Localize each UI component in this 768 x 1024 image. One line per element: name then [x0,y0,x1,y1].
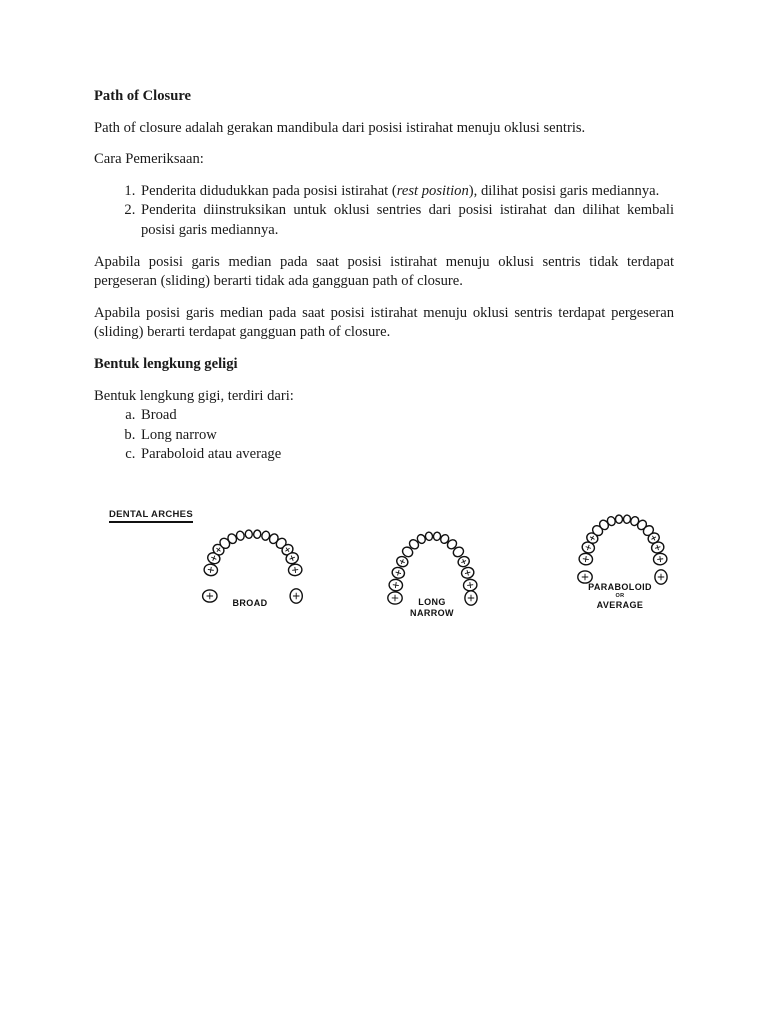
tooth [463,579,478,592]
figure-title: DENTAL ARCHES [109,509,193,523]
definition-paragraph: Path of closure adalah gerakan mandibula dari posisi istirahat menuju oklusi sentris. [94,119,586,136]
tooth [288,563,303,576]
paragraph-no-shift: Apabila posisi garis median pada saat posisi istirahat menuju oklusi sentris tidak terdapat pergeseran (sliding) berarti tidak ada gangguan path of closure. [94,253,674,290]
tooth [245,530,253,539]
tooth [653,553,668,566]
document-page [94,87,674,465]
exam-step-2: 2. Penderita diinstruksikan untuk oklusi sentries dari posisi istirahat dan dilihat kembali posisi garis mediannya. [139,201,674,240]
tooth [623,515,631,524]
arch-form-intro: Bentuk lengkung gigi, terdiri dari: [94,387,294,404]
tooth [391,566,406,580]
heading-path-of-closure: Path of Closure [94,88,192,104]
tooth [578,553,593,566]
tooth [203,563,218,576]
exam-steps-list [94,182,674,241]
tooth [460,566,475,579]
exam-label: Cara Pemeriksaan: [94,151,204,168]
tooth [615,515,623,524]
arch-form-item-broad: a. Broad [139,406,674,426]
broad-arch-label: BROAD [232,598,268,608]
arch-form-item-paraboloid: c. Paraboloid atau average [139,445,674,465]
tooth [253,530,261,539]
long-narrow-arch-label: LONG NARROW [410,597,454,618]
tooth [388,579,403,592]
tooth [290,589,302,603]
paragraph-shift: Apabila posisi garis median pada saat posisi istirahat menuju oklusi sentris terdapat pergeseran (sliding) berarti terdapat gangguan path of closure. [94,304,674,341]
tooth [203,590,217,602]
dental-arches-figure [100,500,685,640]
paraboloid-arch-label: PARABOLOID OR AVERAGE [588,582,652,610]
arch-form-list [94,406,674,465]
tooth [433,532,441,541]
tooth [425,532,433,541]
rest-position-term: rest position [396,182,469,199]
arch-form-item-long-narrow: b. Long narrow [139,426,674,446]
heading-arch-form: Bentuk lengkung geligi [94,355,238,372]
exam-step-1: 1. Penderita didudukkan pada posisi istirahat (rest position), dilihat posisi garis mediannya. [139,182,674,202]
